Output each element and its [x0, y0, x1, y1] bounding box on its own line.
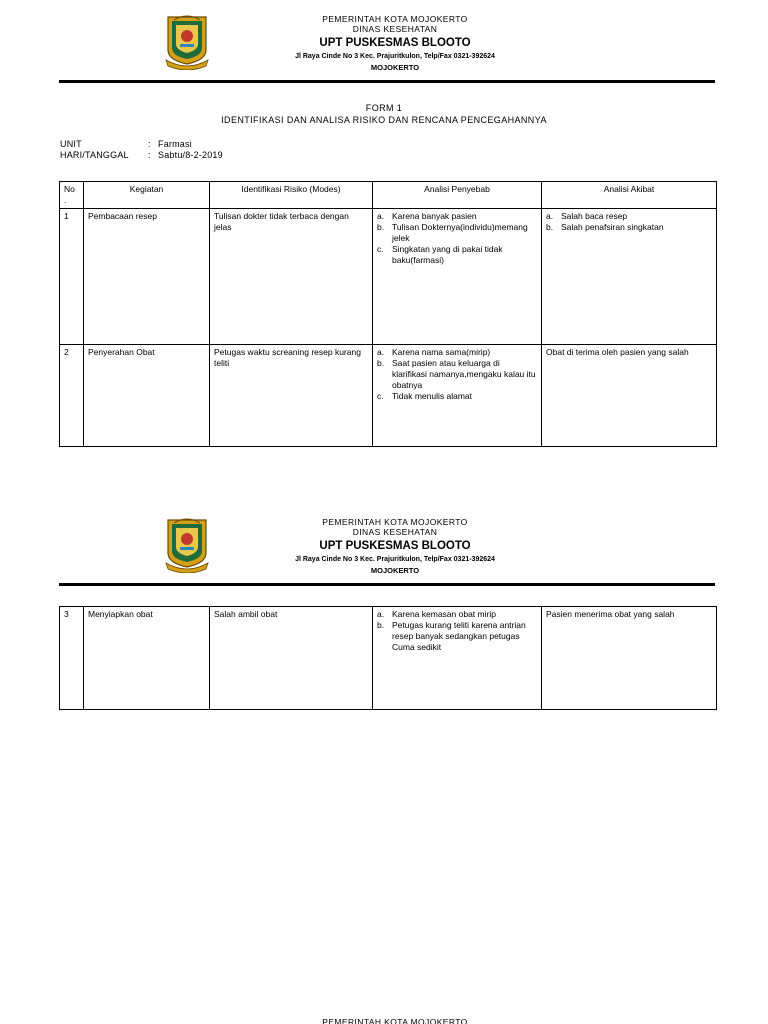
- row-kegiatan: Penyerahan Obat: [84, 345, 210, 447]
- form-title: IDENTIFIKASI DAN ANALISA RISIKO DAN RENCANA PENCEGAHANNYA: [221, 115, 547, 125]
- unit-value: Farmasi: [158, 139, 192, 149]
- letterhead-page-2: [0, 517, 768, 587]
- row-akibat: [542, 209, 717, 345]
- row-no: 1: [60, 209, 84, 345]
- row-identifikasi: Tulisan dokter tidak terbaca dengan jelas: [210, 209, 373, 345]
- row-kegiatan: Menyiapkan obat: [84, 607, 210, 710]
- risk-table: [59, 181, 717, 447]
- row-akibat: Obat di terima oleh pasien yang salah: [542, 345, 717, 447]
- list-item: a. Karena banyak pasien: [377, 211, 477, 221]
- row-identifikasi: Salah ambil obat: [210, 607, 373, 710]
- row-penyebab: [373, 209, 542, 345]
- date-row: [60, 150, 223, 161]
- row-penyebab: [373, 345, 542, 447]
- date-label: HARI/TANGGAL: [60, 150, 129, 160]
- header-organization: UPT PUSKESMAS BLOOTO: [319, 37, 471, 49]
- header-identifikasi: Identifikasi Risiko (Modes): [210, 182, 373, 209]
- risk-table-continued: [59, 606, 717, 710]
- row-no: 2: [60, 345, 84, 447]
- form-number: FORM 1: [365, 103, 403, 113]
- header-government: PEMERINTAH KOTA MOJOKERTO: [322, 1017, 468, 1024]
- header-divider: [59, 80, 715, 83]
- unit-label: UNIT: [60, 139, 82, 149]
- header-divider: [59, 583, 715, 586]
- header-address: Jl Raya Cinde No 3 Kec. Prajuritkulon, Telp/Fax 0321-392624: [295, 556, 495, 563]
- unit-separator: :: [148, 139, 151, 149]
- list-item: b. Petugas kurang teliti karena antrian resep banyak sedangkan petugas Cuma sedikit: [377, 620, 526, 652]
- header-government: PEMERINTAH KOTA MOJOKERTO: [322, 14, 468, 24]
- letterhead-page-3: [0, 1017, 768, 1024]
- header-government: PEMERINTAH KOTA MOJOKERTO: [322, 517, 468, 527]
- letterhead-page-1: [0, 14, 768, 84]
- table-row: [60, 345, 717, 447]
- header-akibat: Analisi Akibat: [542, 182, 717, 209]
- list-item: a. Karena kemasan obat mirip: [377, 609, 496, 619]
- header-penyebab: Analisi Penyebab: [373, 182, 542, 209]
- header-department: DINAS KESEHATAN: [352, 24, 438, 34]
- header-city: MOJOKERTO: [370, 566, 420, 575]
- city-emblem-logo: [164, 14, 210, 70]
- row-kegiatan: Pembacaan resep: [84, 209, 210, 345]
- list-item: b. Tulisan Dokternya(individu)memang jelek: [377, 222, 528, 243]
- row-no: 3: [60, 607, 84, 710]
- row-identifikasi: Petugas waktu screaning resep kurang teliti: [210, 345, 373, 447]
- list-item: b. Saat pasien atau keluarga di klarifikasi namanya,mengaku kalau itu obatnya: [377, 358, 536, 390]
- date-separator: :: [148, 150, 151, 160]
- header-city: MOJOKERTO: [370, 63, 420, 72]
- header-address: Jl Raya Cinde No 3 Kec. Prajuritkulon, Telp/Fax 0321-392624: [295, 53, 495, 60]
- city-emblem-logo: [164, 517, 210, 573]
- unit-row: [60, 139, 223, 150]
- header-no: No .: [60, 182, 84, 209]
- row-penyebab: [373, 607, 542, 710]
- row-akibat: Pasien menerima obat yang salah: [542, 607, 717, 710]
- date-value: Sabtu/8-2-2019: [158, 150, 223, 160]
- list-item: a. Karena nama sama(mirip): [377, 347, 491, 357]
- list-item: a. Salah baca resep: [546, 211, 628, 221]
- form-meta: [60, 139, 223, 161]
- header-organization: UPT PUSKESMAS BLOOTO: [319, 540, 471, 552]
- list-item: c. Singkatan yang di pakai tidak baku(farmasi): [377, 244, 503, 265]
- list-item: c. Tidak menulis alamat: [377, 391, 472, 401]
- table-row: [60, 209, 717, 345]
- table-row: [60, 607, 717, 710]
- table-header-row: [60, 182, 717, 209]
- list-item: b. Salah penafsiran singkatan: [546, 222, 664, 232]
- header-department: DINAS KESEHATAN: [352, 527, 438, 537]
- header-kegiatan: Kegiatan: [84, 182, 210, 209]
